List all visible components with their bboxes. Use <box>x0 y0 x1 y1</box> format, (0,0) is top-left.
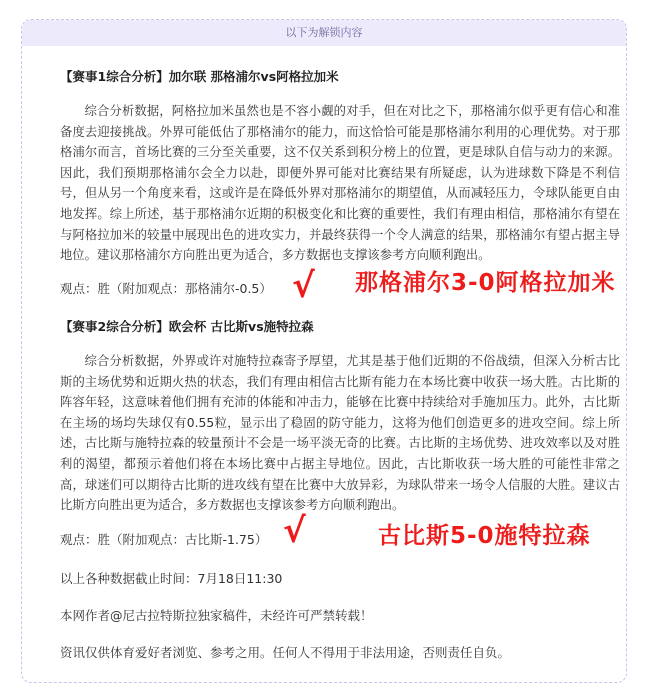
match1-result: 那格浦尔3-0阿格拉加米 <box>355 270 616 296</box>
match2-check-icon: √ <box>283 511 306 551</box>
unlocked-content-card <box>21 19 627 683</box>
data-deadline: 以上各种数据截止时间：7月18日11:30 <box>60 571 283 586</box>
match1-heading: 【赛事1综合分析】加尔联 那格浦尔vs阿格拉加米 <box>60 69 339 84</box>
match1-check-icon: √ <box>292 266 315 306</box>
match2-viewpoint: 观点：胜（附加观点：古比斯-1.75） <box>60 532 268 547</box>
match2-heading: 【赛事2综合分析】欧会杯 古比斯vs施特拉森 <box>60 319 314 334</box>
match1-viewpoint: 观点：胜（附加观点：那格浦尔-0.5） <box>60 281 272 296</box>
unlock-banner: 以下为解锁内容 <box>22 20 626 46</box>
match1-analysis: 综合分析数据，阿格拉加米虽然也是不容小觑的对手，但在对比之下，那格浦尔似乎更有信心和准备度去迎接挑战。外界可能低估了那格浦尔的能力，而这恰恰可能是那格浦尔利用的心理优势。对于那格浦尔而言，首场比赛的三分至关重要，这不仅关系到积分榜上的位置，更是球队自信与动力的来源。因此，我们预期那格浦尔会全力以赴，即便外界可能对比赛结果有所疑虑，认为进球数下降是不利信号，但从另一个角度来看，这或许是在降低外界对那格浦尔的期望值，从而减轻压力，令球队能更自由地发挥。综上所述，基于那格浦尔近期的积极变化和比赛的重要性，我们有理由相信，那格浦尔有望在与阿格拉加米的较量中展现出色的进攻实力，并最终获得一个令人满意的结果，那格浦尔有望占据主导地位。建议那格浦尔方向胜出更为适合，多方数据也支撑该参考方向顺利跑出。 <box>60 104 620 263</box>
disclaimer: 资讯仅供体育爱好者浏览、参考之用。任何人不得用于非法用途，否则责任自负。 <box>60 645 511 660</box>
match2-result: 古比斯5-0施特拉森 <box>378 523 591 549</box>
match2-analysis: 综合分析数据，外界或许对施特拉森寄予厚望，尤其是基于他们近期的不俗战绩，但深入分析古比斯的主场优势和近期火热的状态，我们有理由相信古比斯有能力在本场比赛中收获一场大胜。古比斯的阵容年轻，这意味着他们拥有充沛的体能和冲击力，能够在比赛中持续给对手施加压力。此外，古比斯在主场的场均失球仅有0.55粒，显示出了稳固的防守能力，这将为他们创造更多的进攻空间。综上所述，古比斯与施特拉森的较量预计不会是一场平淡无奇的比赛。古比斯的主场优势、进攻效率以及对胜利的渴望，都预示着他们将在本场比赛中占据主导地位。因此，古比斯收获一场大胜的可能性非常之高，球迷们可以期待古比斯的进攻线有望在比赛中大放异彩，为球队带来一场令人信服的大胜。建议古比斯方向胜出更为适合，多方数据也支撑该参考方向顺利跑出。 <box>60 354 620 513</box>
copyright-notice: 本网作者@尼古拉特斯拉独家稿件，未经许可严禁转载！ <box>60 608 373 623</box>
